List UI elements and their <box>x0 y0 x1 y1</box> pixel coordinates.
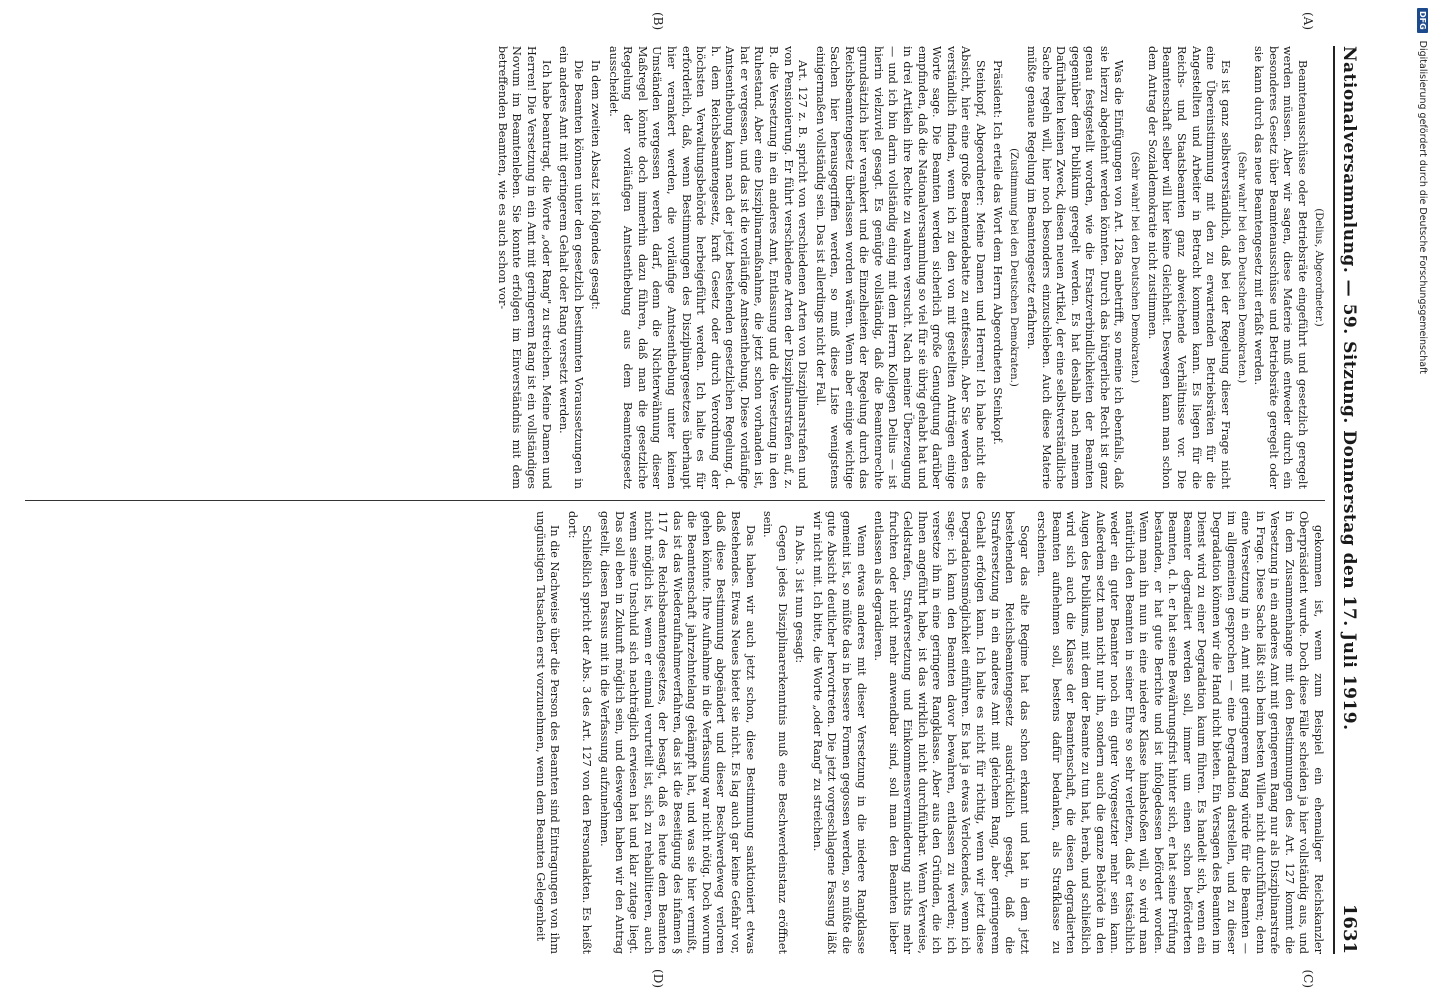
paragraph: Ich habe beantragt, die Worte „oder Rang" zu streichen. Meine Damen und Herren! Die Versetzung in ein Amt mit geringerem Rang ist ein vollständiges Novum im Beamtenleben. Sie konnte erfolgen im Einverständnis mit dem betreffenden Beamten, wie es auch schon vor- <box>495 46 553 489</box>
paragraph: In die Nachweise über die Person des Beamten sind Eintragungen von ihm ungünstigen Tatsachen erst vorzunehmen, wenn dem Beamten Gelegenheit <box>533 511 562 954</box>
paragraph: Art. 127 z. B. spricht von verschiedenen Arten von Disziplinarstrafen und von Pensionierung. Er führt verschiedene Arten der Disziplinarstrafen auf, z. B. die Versetzung in ein anderes Amt, Entlassung und die Versetzung in den Ruhestand. Aber eine Disziplinarmaßnahme, die jetzt schon vorhanden ist, hat er vergessen, und das ist die vorläufige Amtsenthebung. Diese vorläufige Amtsenthebung kann nach der jetzt bestehenden gesetzlichen Regelung, d. h. dem Reichsbeamtengesetz, kraft Gesetz oder durch Verordnung der höchsten Verwaltungsbehörde herbeigeführt werden. Ich halte es für erforderlich, daß, wenn Bestimmungen des Disziplinargesetzes überhaupt hier verankert werden, die vorläufige Amtsenthebung unter keinen Umständen vergessen werden darf, denn die Nichterwähnung dieser Maßregel könnte doch immerhin dazu führen, daß man die gesetzliche Regelung der vorläufigen Amtsenthebung aus dem Beamtengesetz ausscheidet. <box>606 46 810 489</box>
paragraph: (Delius, Abgeordneter.) <box>1313 208 1324 327</box>
paragraph: In dem zweiten Absatz ist folgendes gesagt: <box>589 60 603 310</box>
paragraph: gekommen ist, wenn zum Beispiel ein ehemaliger Reichskanzler Oberpräsident wurde. Doch diese Fälle scheiden ja hier vollständig aus, und in dem Zusammenhange mit den Bestimmungen des Art. 127 kommt die Versetzung in ein anderes Amt mit geringerem Rang nur als Disziplinarstrafe in Frage. Diese Sache läßt sich beim besten Willen nicht durchführen; denn eine Versetzung in ein Amt mit geringerem Rang würde für die Beamten — im allgemeinen gesprochen — eine Degradation darstellen, und zu dieser Degradation können wir die Hand nicht bieten. Ein Versagen des Beamten im Dienst wird zu einer Degradation kaum führen. Es handelt sich, wenn ein Beamter degradiert werden soll, immer um einen schon beförderten Beamten, d. h. er hat seine Bewährungsfrist hinter sich, er hat seine Prüfung bestanden, er hat gute Berichte und ist infolgedessen befördert worden. Wenn man ihn nun in eine niedere Klasse hinabstoßen will, so wird man natürlich den Beamten in seiner Ehre so sehr verletzen, daß er tatsächlich weder ein guter Beamter noch ein guter Vorgesetzter mehr sein kann. Außerdem setzt man nicht nur ihn, sondern auch die ganze Behörde in den Augen des Publikums, mit dem der Beamte zu tun hat, herab, und schließlich wird sich auch die Klasse der Beamtenschaft, die diesen degradierten Beamten aufnehmen soll, bestens dafür bedanken, als Strafklasse zu erscheinen. <box>1035 511 1325 954</box>
scanner-attribution <box>1416 8 1430 998</box>
margin-letter-b: (B) <box>651 12 665 31</box>
margin-letter-a: (A) <box>1301 12 1315 31</box>
paragraph: Beamtenausschüsse oder Betriebsräte eingeführt und gesetzlich geregelt werden müssen. Aber wir sagen, diese Materie muß entweder durch ein besonderes Gesetz über Beamtenausschüsse und Betriebsräte geregelt oder sie kann durch das neue Beamtengesetz mit erfaßt werden. <box>1252 46 1309 489</box>
paragraph: Sogar das alte Regime hat das schon erkannt und hat in dem jetzt bestehenden Reichsbeamtengesetz ausdrücklich gesagt, daß die Strafversetzung in ein anderes Amt mit gleichem Rang, aber geringerem Gehalt erfolgen kann. Ich halte es nicht für richtig, wenn wir jetzt diese Degradationsmöglichkeit einführen. Es hat ja etwas Verlockendes, wenn ich sage: ich kann den Beamten davor bewahren, entlassen zu werden; ich versetze ihn in eine geringere Rangklasse. Aber aus den Gründen, die ich Ihnen angeführt habe, ist das wirklich nicht durchführbar. Wenn Verweise, Geldstrafen, Strafversetzung und Einkommensverminderung nichts mehr fruchten oder nicht mehr anwendbar sind, soll man den Beamten lieber entlassen als degradieren. <box>872 511 1031 954</box>
page-header-title: Nationalversammlung. — 59. Sitzung. Donnerstag den 17. Juli 1919. <box>1339 46 1359 731</box>
paragraph: Es ist ganz selbstverständlich, daß bei der Regelung dieser Frage nicht eine Übereinstimmung mit den zu erwartenden Betriebsräten für die Angestellten und Arbeiter in Betracht kommen kann. Es liegen für die Reichs- und Staatsbeamten ganz abweichende Verhältnisse vor. Die Beamtenschaft selber will hier keine Gleichheit. Deswegen kann man schon dem Antrag der Sozialdemokratie nicht zustimmen. <box>1145 46 1232 489</box>
paragraph: Das haben wir auch jetzt schon, diese Bestimmung sanktioniert etwas Bestehendes. Etwas Neues bietet sie nicht. Es lag auch gar keine Gefahr vor, daß diese Bestimmung abgeändert und dieser Beschwerdeweg verloren gehen könnte. Ihre Aufnahme in die Verfassung war nicht nötig. Doch worum die Beamtenschaft jahrzehntelang gekämpft hat, und was sie hier vermißt, das ist das Wiederaufnahmeverfahren, das ist die Beseitigung des infamen § 117 des Reichsbeamtengesetzes, der besagt, daß es heute dem Beamten nicht möglich ist, wenn er einmal verurteilt ist, sich zu rehabilitieren, auch wenn seine Unschuld sich nachträglich erwiesen hat und klar zutage liegt. Das soll eben in Zukunft möglich sein, und deswegen haben wir den Antrag gestellt, diesen Passus mit in die Verfassung aufzunehmen. <box>598 511 757 954</box>
paragraph: Schließlich spricht der Abs. 3 des Art. 127 von den Personalakten. Es heißt dort: <box>565 511 594 954</box>
column-divider <box>25 500 1325 501</box>
paragraph: In Abs. 3 ist nun gesagt: <box>793 525 807 664</box>
page-number: 1631 <box>1339 903 1360 954</box>
text-columns <box>25 12 1325 988</box>
dfg-logo: DFG <box>1418 8 1429 33</box>
paragraph: (Sehr wahr! bei den Deutschen Demokraten.) <box>1129 151 1141 384</box>
page-header <box>1333 46 1360 954</box>
scanner-note-text: Digitalisierung gefördert durch die Deutsche Forschungsgemeinschaft <box>1417 40 1429 374</box>
paragraph: (Sehr wahr! bei den Deutschen Demokraten.) <box>1235 151 1247 384</box>
right-column <box>25 511 1325 954</box>
paragraph: Steinkopf, Abgeordneter: Meine Damen und Herren! Ich habe nicht die Absicht, hier eine große Beamtendebatte zu entfesseln. Aber Sie werden es verständlich finden, wenn ich zu den von mit gestellten Anträgen einige Worte sage. Die Beamten werden sicherlich große Genugtuung darüber empfinden, daß die Nationalversammlung so viel für sie übrig gehabt hat und in drei Artikeln ihre Rechte zu wahren versucht. Nach meiner Überzeugung — und ich bin darin vollständig einig mit dem Herrn Kollegen Delius — ist hierin vielzuviel gesagt. Es genügte vollständig, daß die Beamtenrechte grundsätzlich hier verankert und die Einzelheiten der Regelung durch das Reichsbeamtengesetz überlassen worden wären. Wenn aber einige wichtige Sachen hier herausgegriffen werden, so muß diese Liste wenigstens einigermaßen vollständig sein. Das ist allerdings nicht der Fall. <box>813 46 987 489</box>
margin-letter-d: (D) <box>651 969 665 988</box>
left-column <box>25 46 1325 489</box>
margin-letter-c: (C) <box>1301 969 1315 988</box>
paragraph: Was die Einfügungen von Art. 128a anbetrifft, so meine ich ebenfalls, daß sie hierzu abgelehnt werden könnten. Durch das bürgerliche Recht ist ganz genau festgestellt worden, wie die Ersatzverbindlichkeiten der Beamten gegenüber dem Publikum geregelt werden. Es hat deshalb nach meinem Dafürhalten keinen Zweck, diesen neuen Artikel, der eine selbstverständliche Sache regeln will, hier noch besonders einzuschieben. Auch diese Materie müßte genaue Regelung im Beamtengesetz erfahren. <box>1025 46 1126 489</box>
paragraph: Präsident: Ich erteile das Wort dem Herrn Abgeordneten Steinkopf. <box>991 60 1005 445</box>
paragraph: Gegen jedes Disziplinarerkenntnis muß eine Beschwerdeinstanz eröffnet sein. <box>761 511 789 954</box>
paragraph: Die Beamten können unter den gesetzlich bestimmten Voraussetzungen in ein anderes Amt mit geringerem Gehalt oder Rang versetzt werden. <box>557 46 585 489</box>
paragraph: Wenn etwas anderes mit dieser Versetzung in die niedere Rangklasse gemeint ist, so müßte das in bessere Formen gegossen werden, so müßte die gute Absicht deutlicher hervortreten. Die jetzt vorgeschlagene Fassung läßt wir nicht mit. Ich bitte, die Worte „oder Rang" zu streichen. <box>810 511 868 954</box>
paragraph: (Zustimmung bei den Deutschen Demokraten.) <box>1008 148 1020 387</box>
